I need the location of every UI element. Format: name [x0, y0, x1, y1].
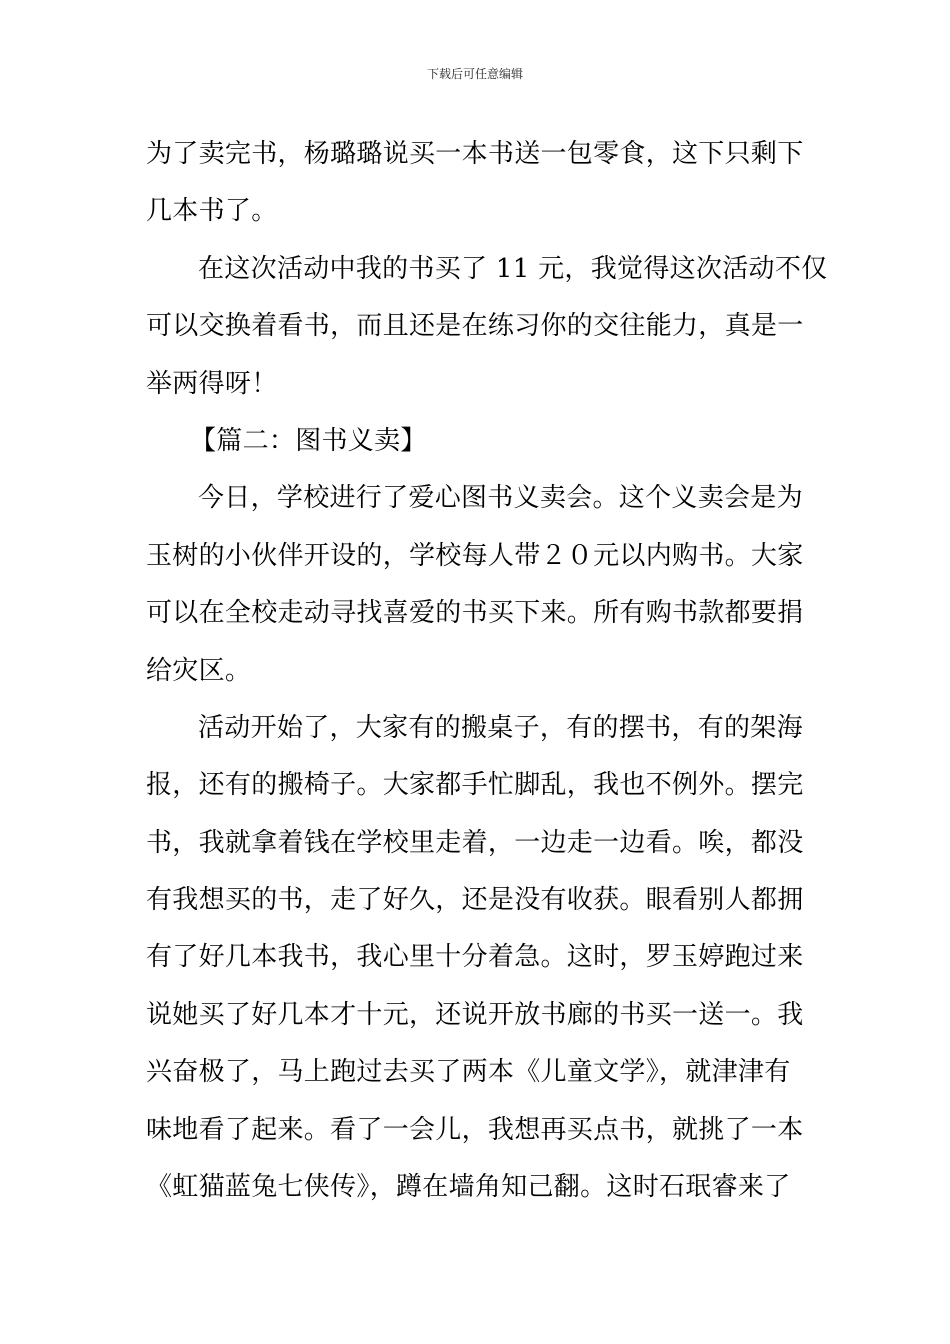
- text-line-13: 书，我就拿着钱在学校里走着，一边走一边看。唉，都没: [146, 827, 804, 858]
- text-line-5: 举两得呀！: [146, 368, 278, 399]
- document-body: [146, 126, 828, 1216]
- text-line-18: 味地看了起来。看了一会儿，我想再买点书，就挑了一本: [146, 1114, 804, 1145]
- text-line-4: 可以交换着看书，而且还是在练习你的交往能力，真是一: [146, 311, 804, 342]
- text-line-11: 活动开始了，大家有的搬桌子，有的摆书，有的架海: [198, 712, 803, 743]
- text-line-14: 有我想买的书，走了好久，还是没有收获。眼看别人都拥: [146, 885, 804, 916]
- text-line-15: 有了好几本我书，我心里十分着急。这时，罗玉婷跑过来: [146, 942, 804, 973]
- text-line-10: 给灾区。: [146, 655, 252, 686]
- section-heading: 【篇二：图书义卖】: [190, 425, 427, 456]
- text-line-7: 今日，学校进行了爱心图书义卖会。这个义卖会是为: [198, 483, 803, 514]
- text-line-3: 在这次活动中我的书买了 11 元，我觉得这次活动不仅: [198, 253, 828, 284]
- text-line-16: 说她买了好几本才十元，还说开放书廊的书买一送一。我: [146, 999, 804, 1030]
- text-line-8: 玉树的小伙伴开设的，学校每人带２０元以内购书。大家: [146, 540, 804, 571]
- page-header: 下载后可任意编辑: [426, 67, 523, 81]
- text-line-1: 为了卖完书，杨璐璐说买一本书送一包零食，这下只剩下: [146, 139, 804, 169]
- text-line-17: 兴奋极了，马上跑过去买了两本《儿童文学》，就津津有: [146, 1057, 791, 1088]
- text-line-19: 《虹猫蓝兔七侠传》，蹲在墙角知己翻。这时石珉睿来了: [146, 1172, 791, 1203]
- text-line-2: 几本书了。: [146, 196, 278, 227]
- text-line-9: 可以在全校走动寻找喜爱的书买下来。所有购书款都要捐: [146, 598, 804, 629]
- text-line-12: 报，还有的搬椅子。大家都手忙脚乱，我也不例外。摆完: [146, 770, 804, 801]
